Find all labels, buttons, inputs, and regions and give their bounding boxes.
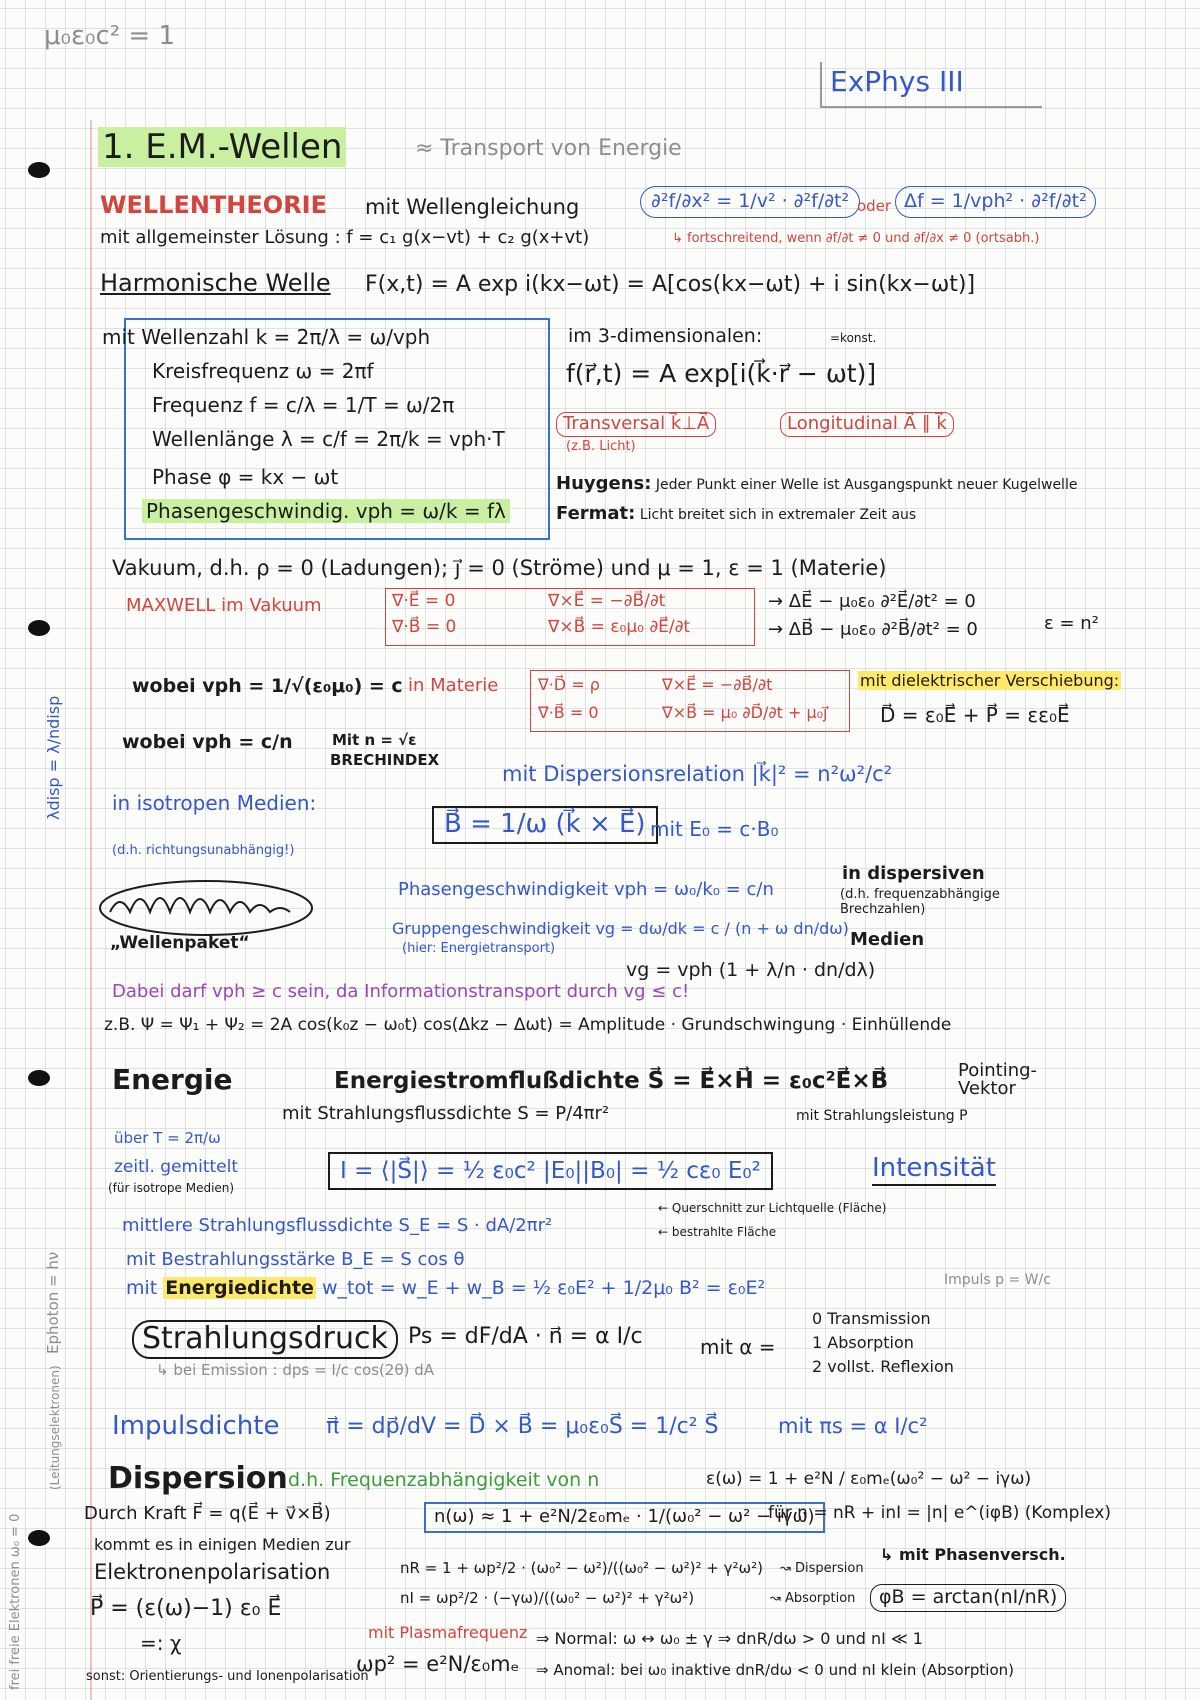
matter-eq-div-d: ∇·D⃗ = ρ [538,675,600,694]
harmonic-equation: F(x,t) = A exp i(kx−ωt) = A[cos(kx−ωt) + i sin(kx−ωt)] [365,272,976,297]
dispersion-relation: mit Dispersionsrelation |k⃗|² = n²ω²/c² [502,762,893,786]
transversal-note: (z.B. Licht) [566,439,636,454]
fermat [556,504,916,525]
polarisation-equation: P⃗ = (ε(ω)−1) ε₀ E⃗ [90,1596,282,1621]
group-velocity-note: (hier: Energietransport) [402,941,556,956]
def-phase: Phase φ = kx − ωt [152,465,339,489]
margin-line [90,120,92,1700]
alpha-reflection: 2 vollst. Reflexion [812,1357,954,1376]
maxwell-eq-curl-e: ∇×E⃗ = −∂B⃗/∂t [548,591,666,611]
mean-flux-note-2: ← bestrahlte Fläche [658,1225,777,1239]
dispersive-media-note: (d.h. frequenzabhängige Brechzahlen) [840,887,1000,917]
wave-equation-1: ∂²f/∂x² = 1/v² · ∂²f/∂t² [640,186,860,218]
refraction-index-label: BRECHINDEX [330,751,440,769]
refraction-index: Mit n = √ε [332,731,417,749]
real-part-equation: nR = 1 + ωp²/2 · (ω₀² − ω²)/((ω₀² − ω²)² + γ²ω²) [400,1559,763,1577]
longitudinal: Longitudinal A⃗ ∥ k⃗ [780,412,954,437]
phase-shift-note: ↳ mit Phasenversch. [880,1545,1066,1564]
impulse-note: Impuls p = W/c [944,1272,1051,1288]
margin-note-disp: λdisp = λ/ndisp [44,695,63,820]
electron-polarisation: Elektronenpolarisation [94,1560,331,1584]
punch-hole [28,162,50,178]
huygens-text: Jeder Punkt einer Welle ist Ausgangspunkt neuer Kugelwelle [655,477,1078,493]
vph-vacuum: wobei vph = 1/√(ε₀μ₀) = c [132,675,403,697]
title-text: 1. E.M.-Wellen [98,127,346,167]
alpha-transmission: 0 Transmission [812,1309,931,1328]
mean-flux: mittlere Strahlungsflussdichte S_E = S · dA/2πr² [122,1215,553,1236]
plasma-frequency-label: mit Plasmafrequenz [368,1623,528,1642]
dielectric-label [858,672,1121,690]
vph-matter: wobei vph = c/n [122,731,293,753]
margin-note-conduction: (Leitungselektronen) [48,1365,62,1490]
time-average: zeitl. gemittelt [114,1157,239,1177]
three-d-equation: f(r⃗,t) = A exp[i(k⃗·r⃗ − ωt)] [566,359,877,388]
def-phase-velocity-text: Phasengeschwindig. vph = ω/k = fλ [142,499,510,523]
three-d-const: =konst. [830,331,877,345]
maxwell-eq-div-e: ∇·E⃗ = 0 [392,591,456,611]
energy-density-label: Energiedichte [165,1277,314,1299]
maxwell-vacuum-label: MAXWELL im Vakuum [126,595,322,616]
imag-part-equation: nI = ωp²/2 · (−γω)/((ω₀² − ω²)² + γ²ω²) [400,1589,695,1607]
intensity-label: Intensität [872,1154,996,1186]
momentum-equation-2: mit πs = α I/c² [778,1414,928,1438]
normal-dispersion: ⇒ Normal: ω ↔ ω₀ ± γ ⇒ dnR/dω > 0 und nI ≪ 1 [536,1629,923,1648]
phase-angle-equation: φB = arctan(nI/nR) [870,1584,1066,1612]
maxwell-eq-curl-b: ∇×B⃗ = ε₀μ₀ ∂E⃗/∂t [548,617,691,637]
huygens [556,474,1077,495]
vg-equation: vg = vph (1 + λ/n · dn/dλ) [626,959,876,981]
alpha-absorption: 1 Absorption [812,1333,914,1352]
radiation-pressure-label: Strahlungsdruck [132,1320,398,1359]
punch-hole [28,1530,50,1546]
group-velocity: Gruppengeschwindigkeit vg = dω/dk = c / (n + ω dn/dω) [392,919,849,938]
matter-eq-div-b: ∇·B⃗ = 0 [538,703,599,722]
isotropic-e0-b0: mit E₀ = c·B₀ [650,817,779,841]
isotropic-note: (d.h. richtungsunabhängig!) [112,843,295,858]
momentum-equation: π⃗ = dp⃗/dV = D⃗ × B⃗ = μ₀ε₀S⃗ = 1/c² S⃗ [326,1414,719,1439]
dispersive-media-word: Medien [850,929,925,950]
punch-hole [28,1070,50,1086]
wave-eq-b: → ΔB⃗ − μ₀ε₀ ∂²B⃗/∂t² = 0 [768,619,978,640]
superposition-example: z.B. Ψ = Ψ₁ + Ψ₂ = 2A cos(k₀z − ω₀t) cos(Δkz − Δωt) = Amplitude · Grundschwingung · Einhüllende [104,1015,952,1035]
poynting-vector: Pointing-Vektor [958,1060,1038,1099]
margin-note-free-electrons: frei freie Elektronen ω₀ = 0 [8,1513,23,1690]
pressure-emission-note: ↳ bei Emission : dps = I/c cos(2θ) dA [156,1361,435,1379]
anomalous-dispersion: ⇒ Anomal: bei ω₀ inaktive dnR/dω < 0 und nI klein (Absorption) [536,1661,1015,1679]
top-note: μ₀ε₀c² = 1 [44,21,176,51]
punch-hole [28,620,50,636]
real-part-note: ↝ Dispersion [780,1561,864,1576]
phase-velocity: Phasengeschwindigkeit vph = ω₀/k₀ = c/n [398,879,774,900]
medium-text: kommt es in einigen Medien zur [94,1535,351,1554]
wave-packet-label: „Wellenpaket“ [110,933,250,953]
def-phase-velocity [142,500,510,523]
imag-part-note: ↝ Absorption [770,1591,856,1606]
def-frequency: Frequenz f = c/λ = 1/T = ω/2π [152,393,455,417]
wave-eq-intro: mit Wellengleichung [365,195,580,219]
fermat-label: Fermat: [556,503,636,524]
dielectric-eq: D⃗ = ε₀E⃗ + P⃗ = εε₀E⃗ [880,703,1070,727]
time-average-period: über T = 2π/ω [114,1129,221,1147]
dispersion-heading: Dispersion [108,1461,288,1496]
irradiance: mit Bestrahlungsstärke B_E = S cos θ [126,1249,465,1270]
dielectric-text: mit dielektrischer Verschiebung: [860,671,1120,690]
propagating-note: ↳ fortschreitend, wenn ∂f/∂t ≠ 0 und ∂f/∂x ≠ 0 (ortsabh.) [672,231,1040,246]
force: Durch Kraft F⃗ = q(E⃗ + v⃗×B⃗) [84,1503,331,1524]
wave-equation-2: Δf = 1/vph² · ∂²f/∂t² [895,186,1096,218]
energy-density-pre: mit [126,1277,158,1299]
radiant-power: mit Strahlungsleistung P [796,1108,968,1124]
maxwell-eq-div-b: ∇·B⃗ = 0 [392,617,457,637]
refractive-index-equation: n(ω) ≈ 1 + e²N/2ε₀mₑ · 1/(ω₀² − ω² − iγω) [424,1502,825,1533]
def-wavelength: Wellenlänge λ = c/f = 2π/k = vph·T [152,427,505,451]
def-wavenumber: mit Wellenzahl k = 2π/λ = ω/vph [102,325,431,349]
intensity-equation: I = ⟨|S⃗|⟩ = ½ ε₀c² |E₀||B₀| = ½ cε₀ E₀² [328,1152,773,1190]
susceptibility: =: χ [140,1631,182,1655]
permittivity-equation: ε(ω) = 1 + e²N / ε₀mₑ(ω₀² − ω² − iγω) [706,1469,1032,1489]
energy-density-equation: w_tot = w_E + w_B = ½ ε₀E² + 1/2μ₀ B² = ε₀E² [321,1277,766,1299]
mean-flux-note-1: ← Querschnitt zur Lichtquelle (Fläche) [658,1201,887,1215]
dispersive-media: in dispersiven [842,863,985,884]
wave-heading: WELLENTHEORIE [100,191,327,219]
matter-eq-curl-b: ∇×B⃗ = μ₀ ∂D⃗/∂t + μ₀j⃗ [662,703,828,722]
complex-refractive-index: für n = nR + inI = |n| e^(iφB) (Komplex) [768,1503,1112,1523]
time-average-note: (für isotrope Medien) [108,1181,235,1195]
momentum-label: Impulsdichte [112,1411,280,1441]
wave-eq-or: oder [857,197,892,215]
margin-note-photon: Ephoton = hν [44,1251,62,1354]
plasma-frequency-equation: ωp² = e²N/ε₀mₑ [356,1652,520,1676]
energy-heading: Energie [112,1063,233,1096]
eps-n: ε = n² [1044,613,1099,634]
isotropic-equation: B⃗ = 1/ω (k⃗ × E⃗) [432,806,658,844]
transversal: Transversal k⃗⊥A⃗ [556,412,716,437]
velocity-warning: Dabei darf vph ≥ c sein, da Informationstransport durch vg ≤ c! [112,981,690,1002]
isotropic-label: in isotropen Medien: [112,791,317,815]
general-solution: mit allgemeinster Lösung : f = c₁ g(x−vt) + c₂ g(x+vt) [100,227,590,248]
harmonic-label: Harmonische Welle [100,269,331,297]
energy-density [126,1278,765,1300]
header-tag: ExPhys III [830,65,964,98]
matter-eq-curl-e: ∇×E⃗ = −∂B⃗/∂t [662,675,773,694]
def-angular-frequency: Kreisfrequenz ω = 2πf [152,359,374,383]
dispersion-subtitle: d.h. Frequenzabhängigkeit von n [288,1469,600,1491]
radiant-flux: mit Strahlungsflussdichte S = P/4πr² [282,1103,610,1124]
fermat-text: Licht breitet sich in extremaler Zeit aus [639,507,917,523]
title-note: ≈ Transport von Energie [415,136,682,161]
huygens-label: Huygens: [556,473,652,494]
polarisation-footnote: sonst: Orientierungs- und Ionenpolarisation [86,1669,369,1684]
wave-packet-curve [110,898,290,912]
alpha-mit: mit α = [700,1335,776,1359]
matter-label: in Materie [408,675,499,696]
three-d-label: im 3-dimensionalen: [568,325,763,347]
wave-eq-e: → ΔE⃗ − μ₀ε₀ ∂²E⃗/∂t² = 0 [768,591,976,612]
vacuum-line: Vakuum, d.h. ρ = 0 (Ladungen); j⃗ = 0 (Ströme) und μ = 1, ε = 1 (Materie) [112,556,887,580]
title [98,128,346,167]
energy-flux: Energiestromflußdichte S⃗ = E⃗×H⃗ = ε₀c²E⃗×B⃗ [334,1068,889,1094]
radiation-pressure-eq: Ps = dF/dA · n⃗ = α I/c [408,1324,643,1349]
